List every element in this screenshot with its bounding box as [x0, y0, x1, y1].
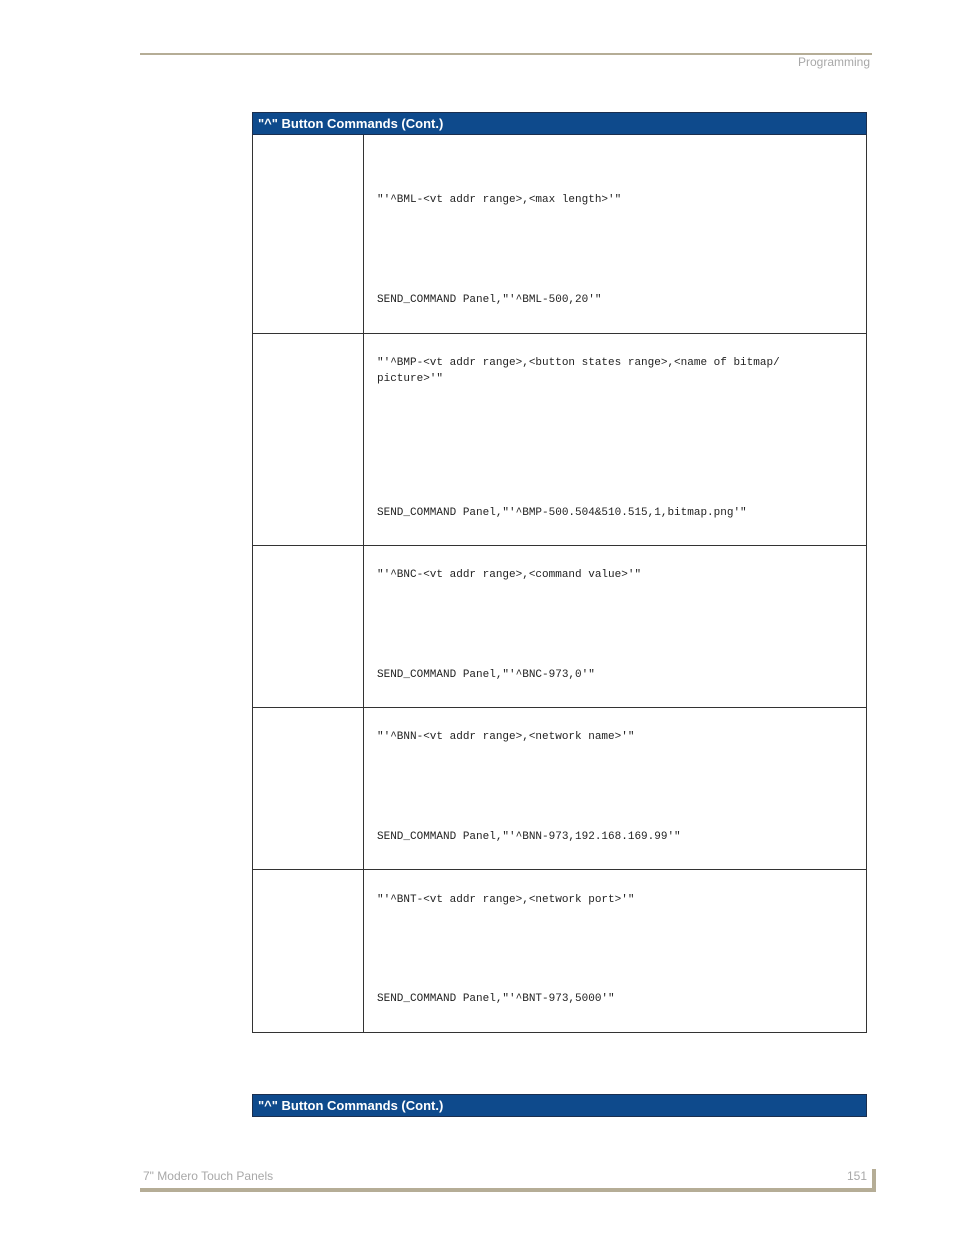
- table-header: "^" Button Commands (Cont.): [252, 1094, 867, 1117]
- footer-doc-title: 7" Modero Touch Panels: [143, 1169, 274, 1183]
- description-cell: [364, 135, 866, 333]
- command-cell: [253, 546, 364, 707]
- syntax-text: "'^BML-<vt addr range>,<max length>'": [377, 194, 622, 206]
- page-number: 151: [846, 1169, 867, 1183]
- command-cell: [253, 870, 364, 1032]
- header-section-title: Programming: [797, 55, 870, 69]
- table-row: [253, 135, 866, 333]
- syntax-text: "'^BNT-<vt addr range>,<network port>'": [377, 894, 635, 906]
- command-cell: [253, 135, 364, 333]
- example-text: SEND_COMMAND Panel,"'^BNN-973,192.168.169.99'": [377, 831, 681, 843]
- example-text: SEND_COMMAND Panel,"'^BML-500,20'": [377, 294, 602, 306]
- table-header: "^" Button Commands (Cont.): [252, 112, 867, 135]
- syntax-text: "'^BNN-<vt addr range>,<network name>'": [377, 731, 635, 743]
- command-cell: [253, 334, 364, 545]
- description-cell: [364, 334, 866, 545]
- table-row: [253, 545, 866, 707]
- description-cell: [364, 708, 866, 869]
- table-body: [252, 135, 867, 1033]
- example-text: SEND_COMMAND Panel,"'^BMP-500.504&510.515,1,bitmap.png'": [377, 507, 747, 519]
- button-commands-table: [252, 112, 867, 1033]
- syntax-text: "'^BNC-<vt addr range>,<command value>'": [377, 569, 642, 581]
- syntax-text: "'^BMP-<vt addr range>,<button states range>,<name of bitmap/ picture>'": [377, 357, 780, 385]
- example-text: SEND_COMMAND Panel,"'^BNT-973,5000'": [377, 993, 615, 1005]
- button-commands-table-continued: [252, 1094, 867, 1117]
- description-cell: [364, 870, 866, 1032]
- command-cell: [253, 708, 364, 869]
- header-rule: [140, 53, 872, 55]
- example-text: SEND_COMMAND Panel,"'^BNC-973,0'": [377, 669, 595, 681]
- table-row: [253, 869, 866, 1032]
- table-row: [253, 333, 866, 545]
- table-row: [253, 707, 866, 869]
- footer-rule: [140, 1188, 876, 1192]
- description-cell: [364, 546, 866, 707]
